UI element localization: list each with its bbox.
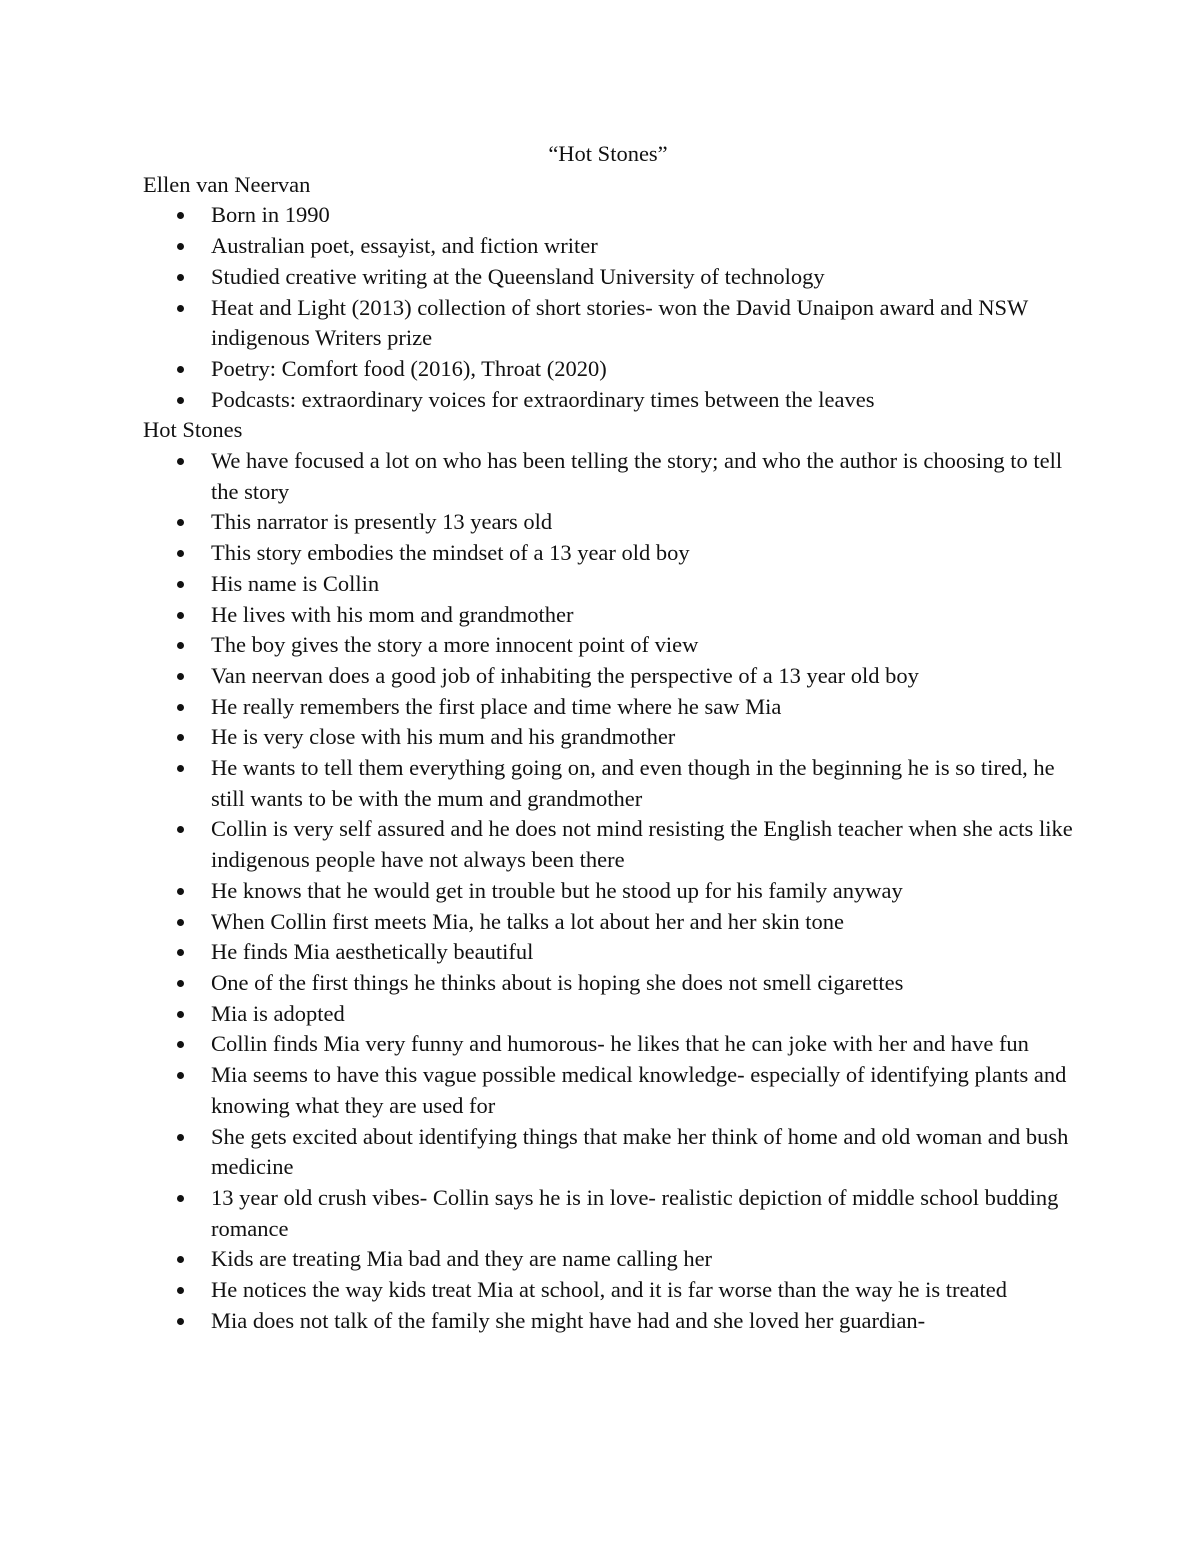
list-item xyxy=(143,1060,1073,1121)
list-item xyxy=(143,1183,1073,1244)
list-item-text: He wants to tell them everything going on, and even though in the beginning he is so tired, he still wants to be with the mum and grandmother xyxy=(211,755,1055,811)
section-heading-story: Hot Stones xyxy=(143,417,243,443)
list-item-text: This narrator is presently 13 years old xyxy=(211,509,553,535)
bullet-icon xyxy=(177,734,184,741)
list-item-text: He lives with his mom and grandmother xyxy=(211,601,574,627)
list-item xyxy=(143,907,1073,938)
list-item xyxy=(143,937,1073,968)
list-item xyxy=(143,1122,1073,1183)
list-item-text: He is very close with his mum and his grandmother xyxy=(211,724,676,750)
bullet-icon xyxy=(177,305,184,312)
bullet-icon xyxy=(177,673,184,680)
list-item-text: His name is Collin xyxy=(211,570,380,596)
bullet-icon xyxy=(177,949,184,956)
bullet-icon xyxy=(177,581,184,588)
bullet-icon xyxy=(177,1256,184,1263)
list-item xyxy=(143,538,1073,569)
list-item-text: Australian poet, essayist, and fiction writer xyxy=(211,233,598,259)
bullet-icon xyxy=(177,212,184,219)
list-item-text: Podcasts: extraordinary voices for extraordinary times between the leaves xyxy=(211,386,875,412)
list-item xyxy=(143,446,1073,507)
list-item-text: Mia does not talk of the family she might have had and she loved her guardian- xyxy=(211,1307,926,1333)
bullet-icon xyxy=(177,397,184,404)
bullet-icon xyxy=(177,1072,184,1079)
list-item-text: 13 year old crush vibes- Collin says he is in love- realistic depiction of middle school budding romance xyxy=(211,1184,1059,1241)
list-item-text: He finds Mia aesthetically beautiful xyxy=(211,939,534,965)
list-item xyxy=(143,999,1073,1030)
bullet-icon xyxy=(177,826,184,833)
section-heading-author: Ellen van Neervan xyxy=(143,171,311,197)
author-facts-list xyxy=(143,200,1073,415)
bullet-icon xyxy=(177,1041,184,1048)
list-item xyxy=(143,354,1073,385)
bullet-icon xyxy=(177,1318,184,1325)
bullet-icon xyxy=(177,612,184,619)
list-item-text: The boy gives the story a more innocent point of view xyxy=(211,632,699,658)
list-item xyxy=(143,600,1073,631)
list-item-text: Collin finds Mia very funny and humorous- he likes that he can joke with her and have fun xyxy=(211,1031,1029,1057)
bullet-icon xyxy=(177,1287,184,1294)
list-item xyxy=(143,1244,1073,1275)
bullet-icon xyxy=(177,366,184,373)
list-item-text: Collin is very self assured and he does not mind resisting the English teacher when she acts like indigenous people have not always been there xyxy=(211,816,1073,873)
list-item-text: She gets excited about identifying things that make her think of home and old woman and bush medicine xyxy=(211,1123,1069,1180)
list-item xyxy=(143,661,1073,692)
list-item xyxy=(143,1306,1073,1337)
list-item xyxy=(143,876,1073,907)
list-item-text: Studied creative writing at the Queensland University of technology xyxy=(211,263,825,289)
story-notes-list xyxy=(143,446,1073,1336)
list-item xyxy=(143,753,1073,814)
list-item xyxy=(143,231,1073,262)
bullet-icon xyxy=(177,1134,184,1141)
list-item-text: He really remembers the first place and time where he saw Mia xyxy=(211,693,782,719)
list-item xyxy=(143,968,1073,999)
list-item-text: Mia seems to have this vague possible medical knowledge- especially of identifying plants and knowing what they are used for xyxy=(211,1062,1067,1118)
list-item xyxy=(143,507,1073,538)
list-item xyxy=(143,385,1073,416)
list-item-text: Born in 1990 xyxy=(211,202,330,228)
list-item xyxy=(143,692,1073,723)
list-item xyxy=(143,1029,1073,1060)
bullet-icon xyxy=(177,243,184,250)
document-body xyxy=(143,139,1073,1336)
bullet-icon xyxy=(177,519,184,526)
bullet-icon xyxy=(177,919,184,926)
bullet-icon xyxy=(177,458,184,465)
list-item xyxy=(143,293,1073,354)
bullet-icon xyxy=(177,642,184,649)
bullet-icon xyxy=(177,980,184,987)
document-title: “Hot Stones” xyxy=(548,141,668,166)
list-item-text: When Collin first meets Mia, he talks a lot about her and her skin tone xyxy=(211,908,844,934)
list-item xyxy=(143,1275,1073,1306)
list-item xyxy=(143,630,1073,661)
list-item xyxy=(143,569,1073,600)
list-item-text: Kids are treating Mia bad and they are name calling her xyxy=(211,1246,713,1272)
list-item xyxy=(143,722,1073,753)
list-item xyxy=(143,814,1073,875)
bullet-icon xyxy=(177,888,184,895)
list-item-text: This story embodies the mindset of a 13 year old boy xyxy=(211,540,690,566)
list-item xyxy=(143,262,1073,293)
list-item-text: Heat and Light (2013) collection of short stories- won the David Unaipon award and NSW indigenous Writers prize xyxy=(211,294,1028,351)
bullet-icon xyxy=(177,765,184,772)
list-item-text: Mia is adopted xyxy=(211,1000,345,1026)
list-item-text: We have focused a lot on who has been telling the story; and who the author is choosing to tell the story xyxy=(211,448,1063,504)
bullet-icon xyxy=(177,274,184,281)
list-item-text: One of the first things he thinks about is hoping she does not smell cigarettes xyxy=(211,969,904,995)
list-item-text: He notices the way kids treat Mia at school, and it is far worse than the way he is treated xyxy=(211,1277,1008,1303)
bullet-icon xyxy=(177,704,184,711)
list-item xyxy=(143,200,1073,231)
list-item-text: Poetry: Comfort food (2016), Throat (2020) xyxy=(211,355,607,381)
bullet-icon xyxy=(177,1195,184,1202)
list-item-text: Van neervan does a good job of inhabiting the perspective of a 13 year old boy xyxy=(211,662,919,688)
bullet-icon xyxy=(177,1011,184,1018)
list-item-text: He knows that he would get in trouble but he stood up for his family anyway xyxy=(211,877,903,903)
bullet-icon xyxy=(177,550,184,557)
